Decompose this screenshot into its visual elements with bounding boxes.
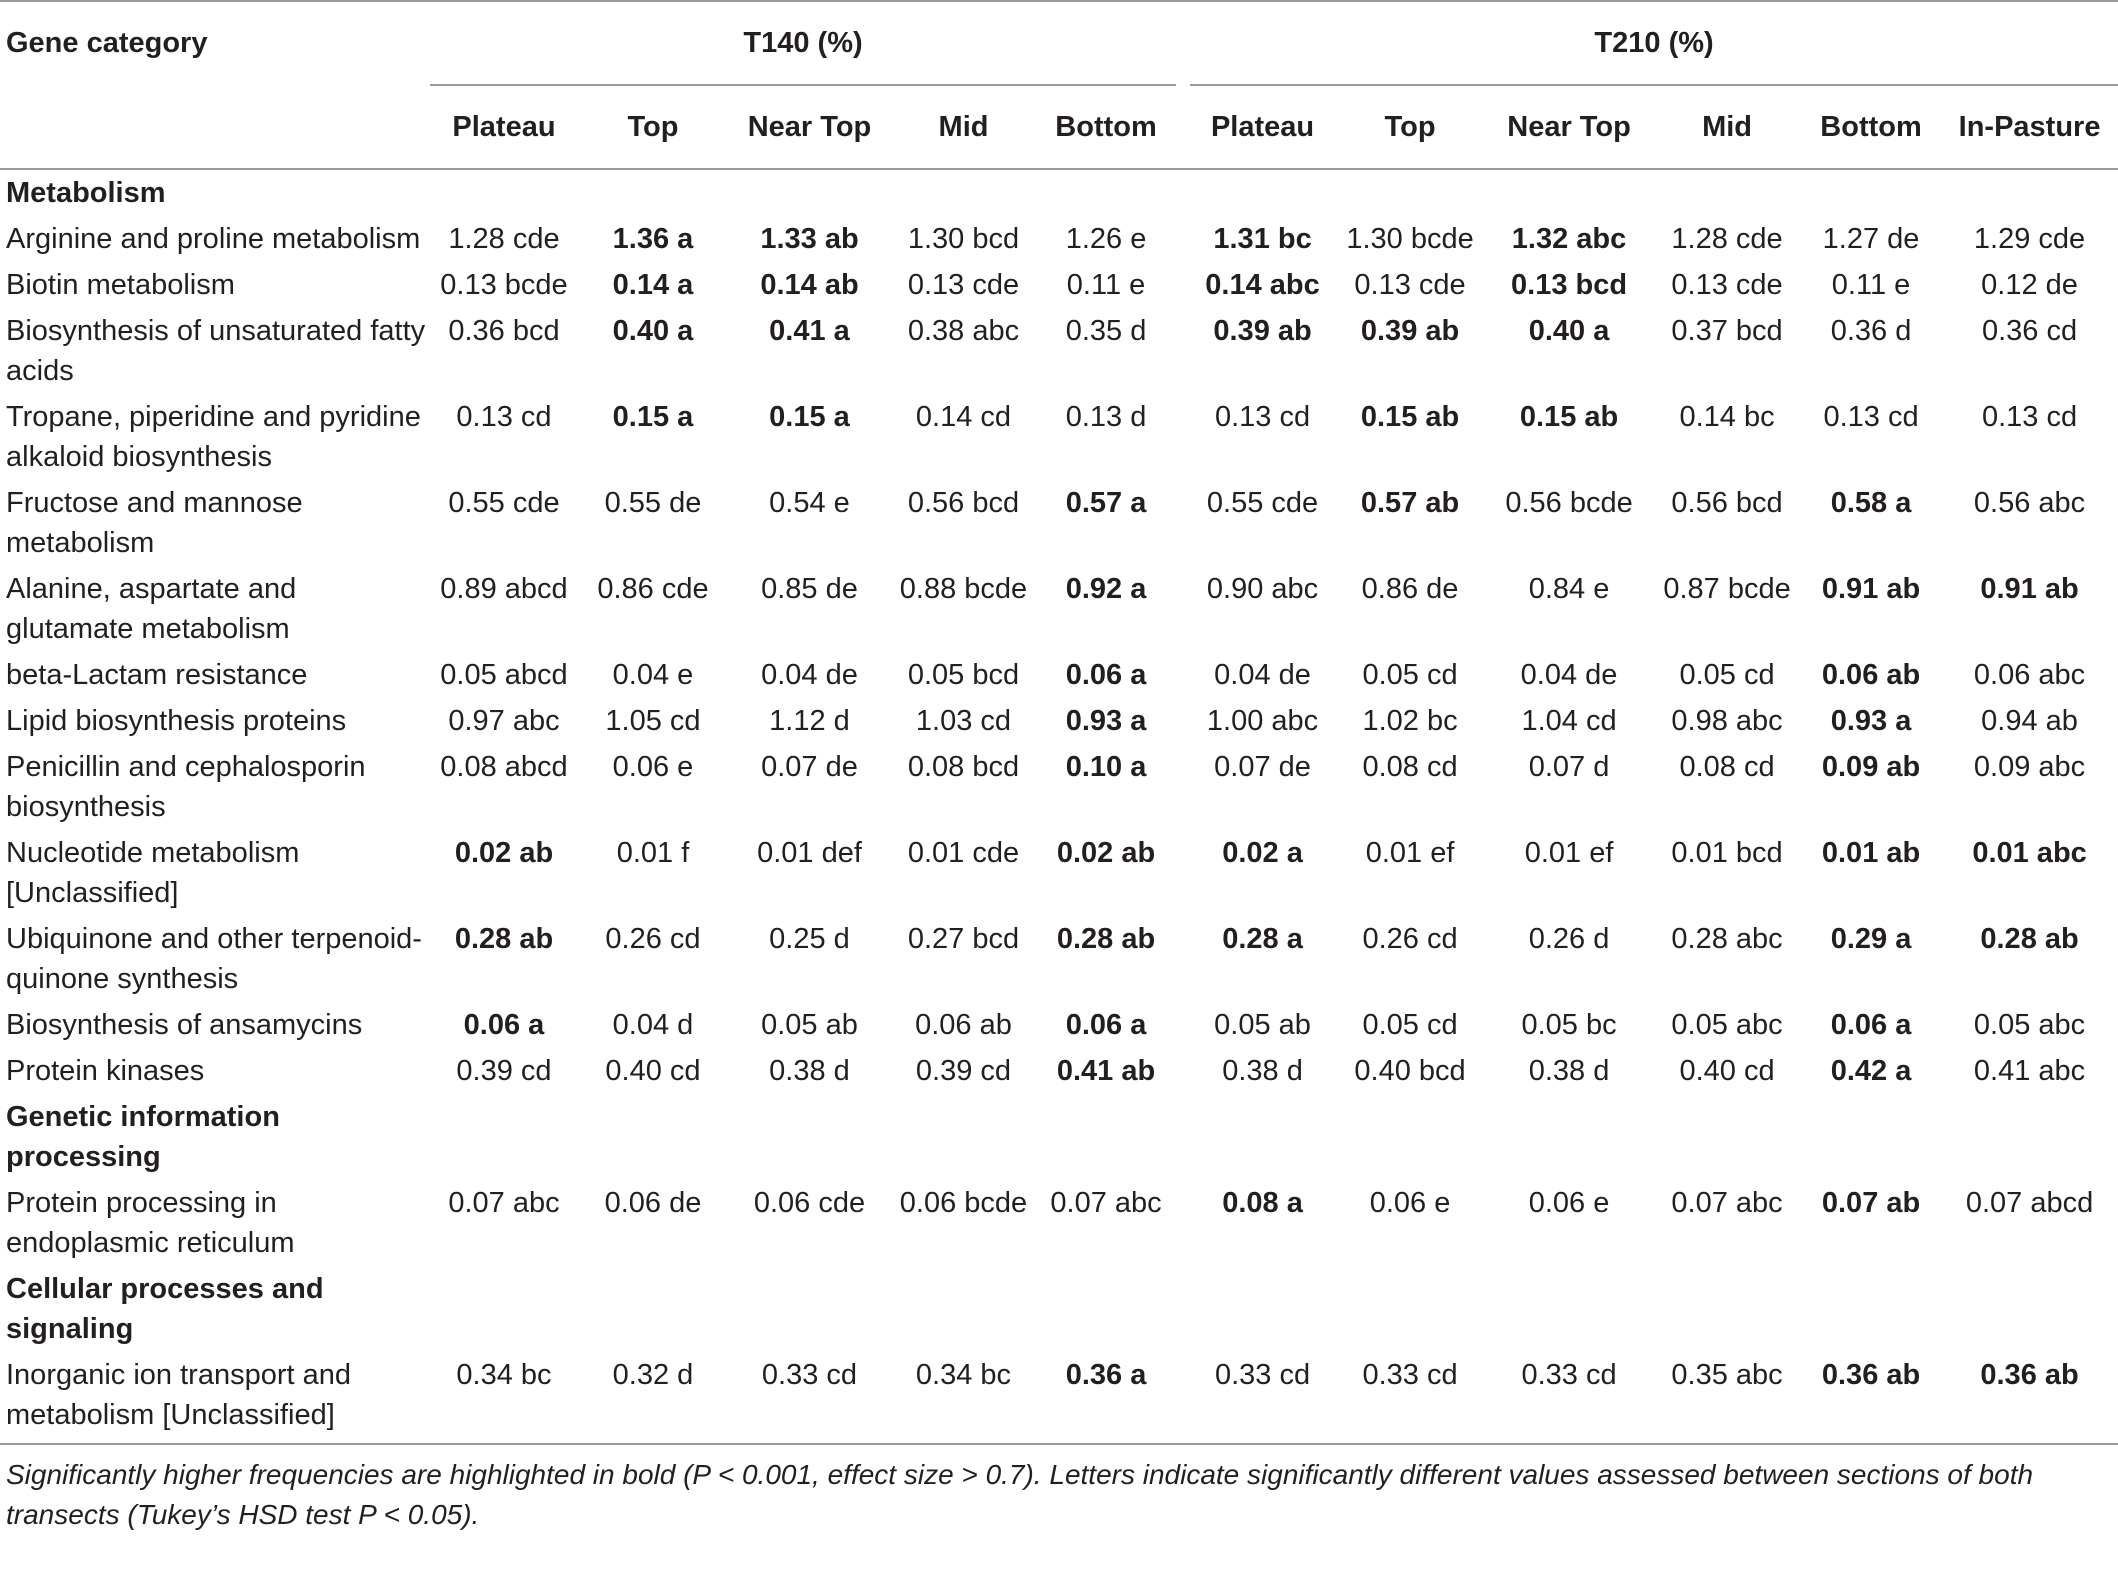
section-row (0, 169, 2118, 216)
table-cell: 0.88 bcde (899, 573, 1028, 605)
table-cell: 0.86 cde (597, 573, 709, 605)
section-row (0, 1094, 2118, 1180)
section-row (0, 1266, 2118, 1352)
row-label: Protein processing in endoplasmic reticulum (6, 1187, 295, 1259)
table-cell: 0.09 abc (1973, 751, 2086, 783)
table-cell: 0.41 abc (1973, 1055, 2086, 1087)
table-cell: 0.01 abc (1972, 837, 2087, 869)
table-cell: 0.36 a (1036, 1352, 1176, 1444)
column-header-row (0, 85, 2118, 169)
row-label: Protein kinases (6, 1055, 205, 1087)
table-cell: 0.38 d (769, 1055, 850, 1087)
table-cell: 0.15 ab (1360, 401, 1460, 433)
table-cell: 0.57 a (1065, 487, 1147, 519)
table-cell: 0.02 ab (454, 837, 554, 869)
table-cell: 0.39 ab (1360, 315, 1460, 347)
table-cell: 0.04 e (612, 659, 694, 691)
column-header-group1-plateau: Plateau (430, 85, 578, 169)
group-gap (1176, 1, 1190, 85)
table-cell: 0.36 d (1830, 315, 1912, 347)
row-label: Biosynthesis of ansamycins (6, 1009, 363, 1041)
table-cell: 0.35 d (1065, 315, 1147, 347)
table-cell: 0.07 abc (448, 1187, 560, 1219)
table-cell: 0.07 de (1214, 751, 1311, 783)
table-cell: 0.34 bc (891, 1352, 1036, 1444)
table-cell: 1.04 cd (1521, 705, 1617, 737)
table-cell: 0.04 de (1520, 659, 1618, 691)
group-gap (1176, 85, 1190, 169)
table-cell: 1.00 abc (1206, 705, 1319, 737)
table-cell: 0.01 cde (907, 837, 1020, 869)
table-cell: 0.57 ab (1360, 487, 1460, 519)
table-row (0, 1352, 2118, 1444)
table-cell: 0.04 d (612, 1009, 694, 1041)
table-cell: 1.33 ab (760, 223, 859, 255)
table-cell: 0.06 a (1830, 1009, 1912, 1041)
table-cell: 0.40 cd (605, 1055, 701, 1087)
table-cell: 1.32 abc (1511, 223, 1627, 255)
table-cell: 0.40 a (1528, 315, 1610, 347)
table-row (0, 216, 2118, 262)
column-header-group1-bottom: Bottom (1036, 85, 1176, 169)
table-cell: 0.36 bcd (448, 315, 560, 347)
table-cell: 0.14 cd (915, 401, 1012, 433)
table-cell: 0.05 cd (1679, 659, 1775, 691)
t140-group-label: T140 (%) (743, 26, 863, 59)
table-cell: 0.11 e (1066, 269, 1146, 301)
table-cell: 0.56 abc (1973, 487, 2086, 519)
table-row (0, 744, 2118, 830)
table-cell: 0.13 bcd (1511, 269, 1628, 301)
table-cell: 0.06 bcde (899, 1187, 1028, 1219)
table-cell: 0.54 e (769, 487, 850, 519)
table-cell: 0.05 bcd (907, 659, 1020, 691)
row-label: Tropane, piperidine and pyridine alkaloid biosynthesis (6, 401, 421, 473)
group-gap (1176, 566, 1190, 652)
table-cell: 0.07 abc (1671, 1187, 1783, 1219)
table-cell: 0.01 ef (1524, 837, 1614, 869)
table-cell: 0.06 cde (753, 1187, 866, 1219)
table-cell: 1.26 e (1065, 223, 1147, 255)
table-cell: 0.11 e (1831, 269, 1911, 301)
column-header-group2-in-pasture: In-Pasture (1941, 85, 2118, 169)
row-label: Inorganic ion transport and metabolism [Unclassified] (0, 1352, 430, 1444)
table-cell: 0.25 d (769, 923, 850, 955)
column-header-group1-near-top: Near Top (728, 85, 891, 169)
table-cell: 0.05 abc (1671, 1009, 1783, 1041)
table-cell: 1.29 cde (1973, 223, 2086, 255)
table-row (0, 566, 2118, 652)
table-cell: 0.05 cd (1362, 659, 1458, 691)
table-cell: 0.94 ab (1981, 705, 2078, 737)
column-header-group2-mid: Mid (1653, 85, 1801, 169)
group-gap (1176, 652, 1190, 698)
table-cell: 0.14 a (612, 269, 694, 301)
table-cell: 0.85 de (761, 573, 858, 605)
table-cell: 0.89 abcd (440, 573, 568, 605)
table-cell: 0.39 ab (1213, 315, 1312, 347)
table-cell: 0.41 a (769, 315, 850, 347)
section-filler (430, 1094, 2118, 1180)
table-cell: 0.27 bcd (907, 923, 1020, 955)
table-cell: 0.07 ab (1821, 1187, 1921, 1219)
table-cell: 0.38 abc (907, 315, 1020, 347)
table-cell: 0.08 bcd (907, 751, 1020, 783)
table-row (0, 830, 2118, 916)
table-cell: 0.92 a (1065, 573, 1147, 605)
section-title: Cellular processes and signaling (6, 1273, 324, 1345)
table-row (0, 698, 2118, 744)
table-cell: 0.55 cde (448, 487, 560, 519)
table-cell: 1.28 cde (1671, 223, 1783, 255)
table-cell: 0.13 d (1065, 401, 1147, 433)
table-cell: 0.29 a (1830, 923, 1912, 955)
table-cell: 0.08 cd (1362, 751, 1458, 783)
table-cell: 0.40 cd (1679, 1055, 1775, 1087)
group-gap (1176, 262, 1190, 308)
table-cell: 0.93 a (1830, 705, 1912, 737)
table-cell: 0.14 bc (1679, 401, 1775, 433)
table-cell: 0.13 cd (456, 401, 552, 433)
table-cell: 0.33 cd (1190, 1352, 1335, 1444)
table-cell: 0.97 abc (448, 705, 560, 737)
row-label: Biosynthesis of unsaturated fatty acids (6, 315, 426, 387)
table-cell: 0.14 abc (1205, 269, 1320, 301)
table-cell: 1.36 a (612, 223, 694, 255)
column-header-group2-bottom: Bottom (1801, 85, 1941, 169)
table-cell: 0.28 ab (1980, 923, 2079, 955)
table-cell: 1.30 bcd (907, 223, 1020, 255)
table-cell: 0.05 abcd (440, 659, 568, 691)
table-cell: 0.06 e (612, 751, 694, 783)
table-cell: 0.42 a (1830, 1055, 1912, 1087)
column-header-group2-near-top: Near Top (1485, 85, 1653, 169)
table-cell: 0.13 bcde (440, 269, 568, 301)
table-cell: 0.36 cd (1981, 315, 2078, 347)
t210-group-label: T210 (%) (1594, 26, 1714, 59)
table-cell: 0.04 de (1214, 659, 1311, 691)
table-cell: 0.05 abc (1973, 1009, 2086, 1041)
table-cell: 0.56 bcd (1671, 487, 1783, 519)
row-label: Lipid biosynthesis proteins (6, 705, 347, 737)
group-gap (1176, 480, 1190, 566)
table-cell: 0.10 a (1065, 751, 1147, 783)
row-label: Biotin metabolism (6, 269, 235, 301)
table-cell: 0.55 de (604, 487, 702, 519)
group-gap (1176, 1180, 1190, 1266)
table-cell: 0.06 e (1369, 1187, 1451, 1219)
table-cell: 0.28 ab (454, 923, 554, 955)
table-cell: 0.26 cd (1362, 923, 1458, 955)
table-cell: 0.93 a (1065, 705, 1147, 737)
table-cell: 0.58 a (1830, 487, 1912, 519)
table-cell: 0.28 ab (1056, 923, 1156, 955)
table-cell: 0.07 abcd (1965, 1187, 2094, 1219)
category-header: Gene category (0, 1, 430, 85)
table-cell: 0.06 a (1065, 659, 1147, 691)
table-cell: 1.28 cde (448, 223, 560, 255)
group-gap (1176, 216, 1190, 262)
table-cell: 0.05 ab (761, 1009, 858, 1041)
table-cell: 1.31 bc (1213, 223, 1312, 255)
group-gap (1176, 308, 1190, 394)
table-cell: 0.91 ab (1821, 573, 1921, 605)
table-cell: 0.13 cd (1214, 401, 1311, 433)
table-cell: 0.09 ab (1821, 751, 1921, 783)
table-cell: 0.36 ab (1941, 1352, 2118, 1444)
table-cell: 0.01 bcd (1671, 837, 1783, 869)
table-cell: 0.39 cd (915, 1055, 1012, 1087)
row-label: Arginine and proline metabolism (6, 223, 421, 255)
table-cell: 0.13 cde (907, 269, 1020, 301)
table-cell: 0.91 ab (1980, 573, 2079, 605)
table-cell: 0.01 f (616, 837, 690, 869)
table-cell: 0.13 cd (1823, 401, 1919, 433)
table-row (0, 916, 2118, 1002)
table-cell: 0.56 bcde (1505, 487, 1633, 519)
table-cell: 0.13 cd (1981, 401, 2078, 433)
table-cell: 0.05 ab (1214, 1009, 1311, 1041)
table-cell: 0.04 de (761, 659, 858, 691)
table-cell: 0.33 cd (728, 1352, 891, 1444)
column-header-group1-mid: Mid (891, 85, 1036, 169)
table-footnote: Significantly higher frequencies are highlighted in bold (P < 0.001, effect size > 0.7). Letters indicate significantly different values assessed between sections of both transects (Tukey’s HSD test P < 0.05). (6, 1459, 2034, 1530)
table-row (0, 262, 2118, 308)
table-cell: 0.33 cd (1335, 1352, 1485, 1444)
section-title: Genetic information processing (6, 1101, 280, 1173)
table-cell: 0.07 abc (1050, 1187, 1162, 1219)
row-label: Nucleotide metabolism [Unclassified] (6, 837, 300, 909)
t210-group-header (1190, 1, 2118, 85)
row-label: Penicillin and cephalosporin biosynthesis (6, 751, 366, 823)
table-cell: 0.06 ab (915, 1009, 1012, 1041)
table-cell: 1.27 de (1822, 223, 1920, 255)
table-cell: 0.06 de (604, 1187, 702, 1219)
table-cell: 1.12 d (769, 705, 850, 737)
table-cell: 0.56 bcd (907, 487, 1020, 519)
table-row (0, 652, 2118, 698)
row-label: Ubiquinone and other terpenoid-quinone synthesis (6, 923, 422, 995)
t140-group-header (430, 1, 1176, 85)
table-cell: 0.01 def (757, 837, 862, 869)
table-cell: 0.05 bc (1521, 1009, 1617, 1041)
category-header-spacer (0, 85, 430, 169)
row-label: beta-Lactam resistance (6, 659, 308, 691)
table-cell: 0.36 ab (1801, 1352, 1941, 1444)
table-cell: 0.86 de (1361, 573, 1459, 605)
table-cell: 0.06 a (1065, 1009, 1147, 1041)
group-gap (1176, 698, 1190, 744)
row-label: Alanine, aspartate and glutamate metabolism (6, 573, 297, 645)
table-row (0, 394, 2118, 480)
table-cell: 0.28 abc (1671, 923, 1783, 955)
table-cell: 0.32 d (578, 1352, 728, 1444)
table-cell: 0.07 de (761, 751, 858, 783)
table-cell: 0.38 d (1528, 1055, 1610, 1087)
group-gap (1176, 830, 1190, 916)
table-cell: 1.02 bc (1362, 705, 1458, 737)
table-cell: 0.26 d (1528, 923, 1610, 955)
table-cell: 0.40 bcd (1354, 1055, 1466, 1087)
table-cell: 0.35 abc (1653, 1352, 1801, 1444)
table-cell: 0.84 e (1528, 573, 1610, 605)
group-gap (1176, 394, 1190, 480)
column-header-group2-plateau: Plateau (1190, 85, 1335, 169)
table-cell: 0.15 ab (1519, 401, 1619, 433)
table-cell: 0.05 cd (1362, 1009, 1458, 1041)
column-header-group1-top: Top (578, 85, 728, 169)
table-cell: 0.41 ab (1056, 1055, 1156, 1087)
table-cell: 0.55 cde (1206, 487, 1319, 519)
table-cell: 0.06 abc (1973, 659, 2086, 691)
group-gap (1176, 1048, 1190, 1094)
table-cell: 1.30 bcde (1346, 223, 1474, 255)
table-cell: 0.01 ab (1821, 837, 1921, 869)
table-row (0, 1048, 2118, 1094)
table-cell: 0.28 a (1222, 923, 1303, 955)
group-gap (1176, 1352, 1190, 1444)
table-cell: 0.40 a (612, 315, 694, 347)
table-cell: 0.37 bcd (1671, 315, 1783, 347)
section-filler (430, 169, 2118, 216)
table-cell: 0.98 abc (1671, 705, 1783, 737)
table-cell: 0.13 cde (1354, 269, 1466, 301)
table-cell: 0.08 a (1222, 1187, 1303, 1219)
table-row (0, 308, 2118, 394)
group-gap (1176, 1002, 1190, 1048)
section-filler (430, 1266, 2118, 1352)
table-cell: 0.08 abcd (440, 751, 568, 783)
group-gap (1176, 916, 1190, 1002)
column-header-group2-top: Top (1335, 85, 1485, 169)
table-row (0, 1180, 2118, 1266)
section-title: Metabolism (6, 177, 166, 209)
table-cell: 0.26 cd (605, 923, 701, 955)
table-cell: 0.02 ab (1056, 837, 1156, 869)
table-cell: 0.06 a (463, 1009, 545, 1041)
table-row (0, 480, 2118, 566)
table-cell: 0.14 ab (760, 269, 859, 301)
table-cell: 0.13 cde (1671, 269, 1783, 301)
table-cell: 0.08 cd (1679, 751, 1775, 783)
table-cell: 0.02 a (1222, 837, 1303, 869)
table-cell: 0.39 cd (456, 1055, 552, 1087)
table-cell: 0.07 d (1528, 751, 1610, 783)
table-cell: 0.87 bcde (1663, 573, 1791, 605)
table-cell: 1.03 cd (915, 705, 1012, 737)
table-cell: 0.34 bc (430, 1352, 578, 1444)
group-gap (1176, 744, 1190, 830)
table-cell: 0.06 ab (1821, 659, 1921, 691)
table-cell: 0.33 cd (1485, 1352, 1653, 1444)
table-cell: 0.12 de (1981, 269, 2078, 301)
row-label: Fructose and mannose metabolism (6, 487, 303, 559)
table-cell: 0.15 a (769, 401, 850, 433)
table-cell: 0.90 abc (1206, 573, 1319, 605)
table-cell: 0.38 d (1222, 1055, 1303, 1087)
table-cell: 0.01 ef (1365, 837, 1455, 869)
table-cell: 1.05 cd (605, 705, 701, 737)
table-cell: 0.15 a (612, 401, 694, 433)
table-cell: 0.06 e (1528, 1187, 1610, 1219)
table-row (0, 1002, 2118, 1048)
